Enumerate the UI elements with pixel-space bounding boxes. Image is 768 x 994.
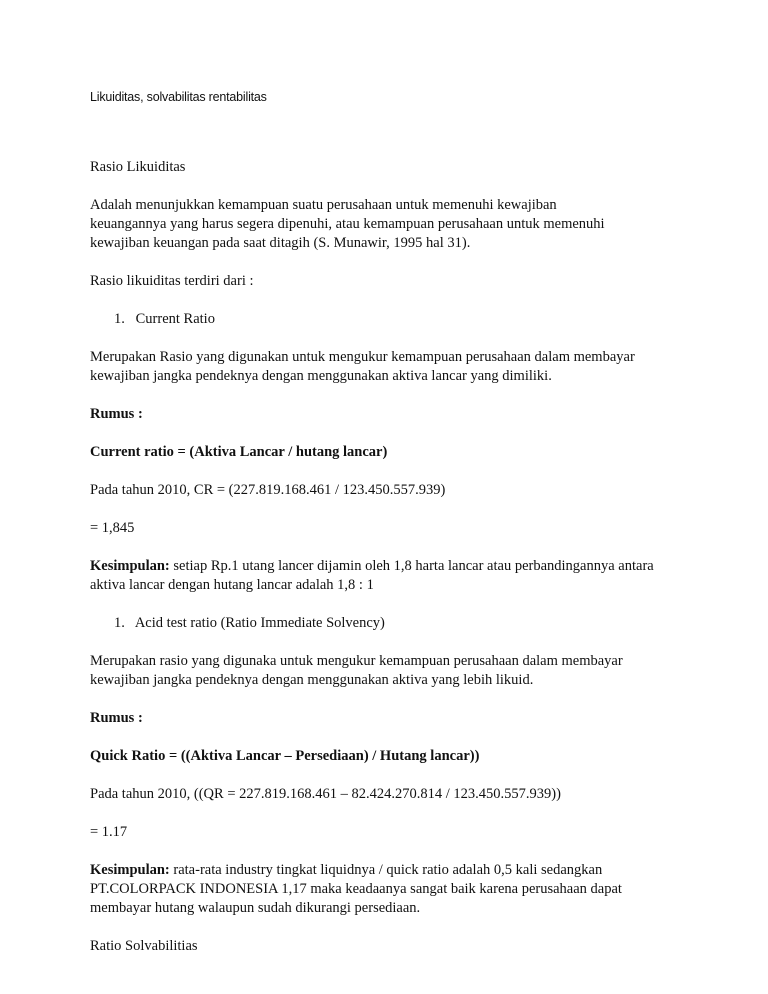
document-header: Likuiditas, solvabilitas rentabilitas bbox=[90, 90, 267, 104]
current-ratio-result: = 1,845 bbox=[90, 520, 135, 536]
list-item-acid-test-ratio bbox=[90, 614, 690, 633]
section-title-solvabilitas: Ratio Solvabilitias bbox=[90, 938, 198, 954]
definition-paragraph bbox=[90, 196, 690, 253]
list-number: 1. bbox=[114, 311, 125, 327]
rumus-label: Rumus : bbox=[90, 710, 143, 726]
conclusion-text: setiap Rp.1 utang lancer dijamin oleh 1,8 harta lancar atau perbandingannya antara bbox=[173, 558, 654, 574]
description-line: Merupakan rasio yang digunaka untuk mengukur kemampuan perusahaan dalam membayar bbox=[90, 653, 623, 669]
conclusion-text: rata-rata industry tingkat liquidnya / quick ratio adalah 0,5 kali sedangkan bbox=[173, 862, 603, 878]
conclusion-label: Kesimpulan: bbox=[90, 862, 170, 878]
quick-ratio-result: = 1.17 bbox=[90, 824, 128, 840]
definition-line: kewajiban keuangan pada saat ditagih (S. Munawir, 1995 hal 31). bbox=[90, 235, 471, 251]
list-item-current-ratio bbox=[90, 310, 690, 329]
current-ratio-calculation: Pada tahun 2010, CR = (227.819.168.461 / 123.450.557.939) bbox=[90, 482, 446, 498]
quick-ratio-calculation: Pada tahun 2010, ((QR = 227.819.168.461 – 82.424.270.814 / 123.450.557.939)) bbox=[90, 786, 561, 802]
list-label: Acid test ratio (Ratio Immediate Solvency) bbox=[134, 615, 385, 631]
quick-ratio-conclusion bbox=[90, 861, 690, 918]
conclusion-text: aktiva lancar dengan hutang lancar adalah 1,8 : 1 bbox=[90, 577, 374, 593]
conclusion-label: Kesimpulan: bbox=[90, 558, 170, 574]
list-number: 1. bbox=[114, 615, 125, 631]
acid-test-description bbox=[90, 652, 690, 690]
quick-ratio-formula: Quick Ratio = ((Aktiva Lancar – Persediaan) / Hutang lancar)) bbox=[90, 748, 480, 764]
conclusion-text: PT.COLORPACK INDONESIA 1,17 maka keadaanya sangat baik karena perusahaan dapat bbox=[90, 881, 622, 897]
current-ratio-conclusion bbox=[90, 557, 690, 595]
section-title-likuiditas: Rasio Likuiditas bbox=[90, 159, 186, 175]
current-ratio-description bbox=[90, 348, 690, 386]
document-body bbox=[90, 158, 690, 975]
description-line: kewajiban jangka pendeknya dengan menggunakan aktiva lancar yang dimiliki. bbox=[90, 368, 552, 384]
current-ratio-formula: Current ratio = (Aktiva Lancar / hutang lancar) bbox=[90, 444, 388, 460]
conclusion-text: membayar hutang walaupun sudah dikurangi persediaan. bbox=[90, 900, 421, 916]
list-label: Current Ratio bbox=[135, 311, 215, 327]
rumus-label: Rumus : bbox=[90, 406, 143, 422]
description-line: Merupakan Rasio yang digunakan untuk mengukur kemampuan perusahaan dalam membayar bbox=[90, 349, 635, 365]
consists-of-text: Rasio likuiditas terdiri dari : bbox=[90, 273, 254, 289]
definition-line: Adalah menunjukkan kemampuan suatu perusahaan untuk memenuhi kewajiban bbox=[90, 197, 557, 213]
description-line: kewajiban jangka pendeknya dengan menggunakan aktiva yang lebih likuid. bbox=[90, 672, 534, 688]
definition-line: keuangannya yang harus segera dipenuhi, atau kemampuan perusahaan untuk memenuhi bbox=[90, 216, 605, 232]
